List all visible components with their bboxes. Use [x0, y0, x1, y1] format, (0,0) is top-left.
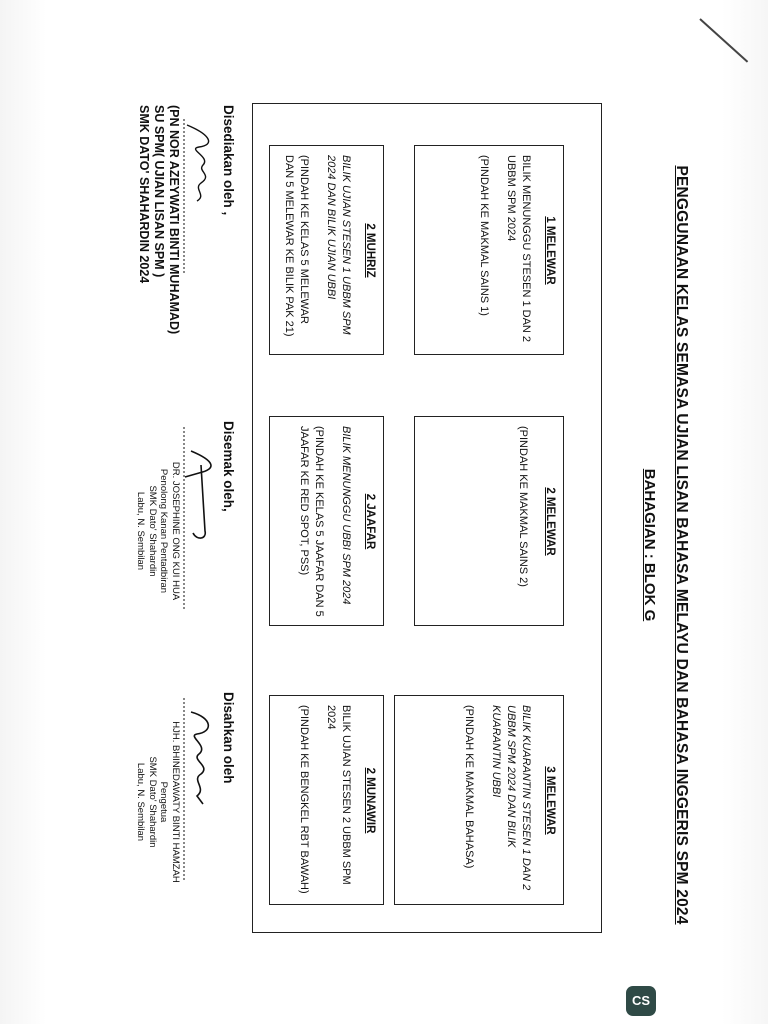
signatory-role: SU SPM( UJIAN LISAN SPM )	[152, 105, 166, 278]
checked-by-block	[135, 421, 236, 691]
room-description: BILIK KUARANTIN STESEN 1 DAN 2 UBBM SPM 2024 DAN BILIK KUARANTIN UBBI	[490, 705, 532, 891]
room-move-note: (PINDAH KE BENGKEL RBT BAWAH)	[298, 705, 310, 894]
signatory-role: Penolong Kanan Pentadbiran	[158, 468, 170, 594]
document-title: PENGGUNAAN KELAS SEMASA UJIAN LISAN BAHASA MELAYU DAN BAHASA INGGERIS SPM 2024	[673, 165, 690, 925]
handwritten-signature	[181, 421, 221, 691]
signatory-name: (PN NOR AZEYWATI BINTI MUHAMAD)	[167, 105, 181, 335]
handwritten-signature	[181, 105, 221, 375]
signatory-name: HJH. BHINEDAWATY BINTI HAMZAH	[170, 721, 181, 883]
room-box-3-melewar	[394, 695, 564, 905]
checked-by-heading: Disemak oleh,	[221, 421, 236, 512]
room-name: 2 JAAFAR	[364, 493, 376, 550]
signatory-school: SMK DATO' SHAHARDIN 2024	[137, 105, 151, 284]
signatory-name: DR. JOSEPHINE ONG KUI HUA	[170, 461, 181, 601]
signatory-role: Pengetua	[158, 781, 170, 823]
room-move-note: (PINDAH KE KELAS 5 JAAFAR DAN 5 JAAFAR KE RED SPOT, PSS)	[298, 426, 325, 617]
document-subtitle: BAHAGIAN : BLOK G	[641, 468, 658, 622]
approved-by-heading: Disahkan oleh	[221, 692, 236, 784]
room-name: 2 MELEWAR	[544, 487, 556, 556]
approved-by-block	[135, 692, 236, 962]
signatory-location: Labu, N. Sembilan	[135, 762, 147, 842]
room-box-2-muhriz	[269, 145, 384, 355]
room-move-note: (PINDAH KE KELAS 5 MELEWAR DAN 5 MELEWAR KE BILIK PAK 21)	[283, 155, 310, 337]
room-box-1-melewar	[414, 145, 564, 355]
handwritten-signature	[181, 692, 221, 962]
room-description: BILIK MENUNGGU UBBI SPM 2024	[340, 426, 352, 605]
room-name: 1 MELEWAR	[544, 216, 556, 285]
room-move-note: (PINDAH KE MAKMAL BAHASA)	[463, 705, 475, 869]
rotated-document-page	[135, 95, 690, 995]
room-move-note: (PINDAH KE MAKMAL SAINS 2)	[517, 426, 529, 587]
signatory-school: SMK Dato' Shahardin	[147, 756, 158, 848]
signatory-location: Labu, N. Sembilan	[135, 491, 147, 571]
room-name: 2 MUHRIZ	[364, 223, 376, 278]
room-box-2-melewar	[414, 416, 564, 626]
room-description: BILIK UJIAN STESEN 2 UBBM SPM 2024	[325, 705, 352, 885]
room-box-2-munawir	[269, 695, 384, 905]
camscanner-logo-text: CS	[631, 993, 651, 1008]
room-description: BILIK MENUNGGU STESEN 1 DAN 2 UBBM SPM 2024	[505, 155, 532, 343]
room-move-note: (PINDAH KE MAKMAL SAINS 1)	[478, 155, 490, 316]
room-box-2-jaafar	[269, 416, 384, 626]
camscanner-logo	[626, 986, 656, 1016]
room-name: 2 MUNAWIR	[364, 767, 376, 834]
room-description: BILIK UJIAN STESEN 1 UBBM SPM 2024 DAN BILIK UJIAN UBBI	[325, 155, 352, 335]
room-name: 3 MELEWAR	[544, 766, 556, 835]
prepared-by-block	[136, 105, 236, 375]
signatory-school: SMK Dato' Shahardin	[147, 485, 158, 577]
prepared-by-heading: Disediakan oleh ,	[221, 105, 236, 216]
